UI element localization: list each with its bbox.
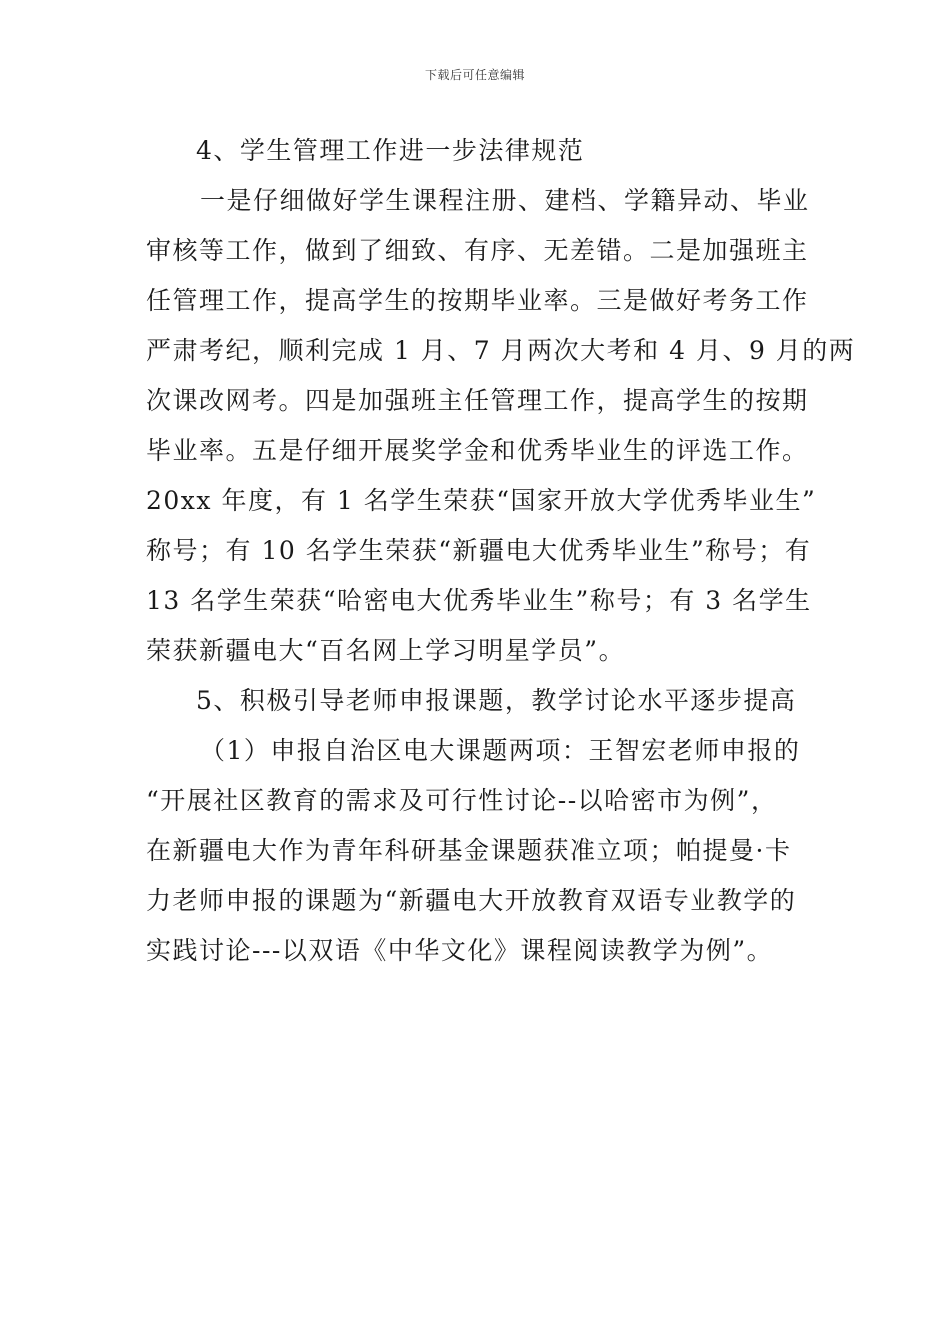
section-heading-research-projects: 5、积极引导老师申报课题，教学讨论水平逐步提高 bbox=[196, 686, 797, 715]
paragraph-line: （1）申报自治区电大课题两项：王智宏老师申报的 bbox=[200, 736, 801, 765]
paragraph-line: 任管理工作，提高学生的按期毕业率。三是做好考务工作 bbox=[146, 286, 809, 315]
paragraph-line: 20xx 年度，有 1 名学生荣获“国家开放大学优秀毕业生” bbox=[146, 486, 817, 515]
paragraph-line: 13 名学生荣获“哈密电大优秀毕业生”称号；有 3 名学生 bbox=[146, 586, 812, 615]
page-header-note: 下载后可任意编辑 bbox=[424, 68, 525, 82]
paragraph-line: 力老师申报的课题为“新疆电大开放教育双语专业教学的 bbox=[146, 886, 797, 915]
paragraph-line: 审核等工作，做到了细致、有序、无差错。二是加强班主 bbox=[146, 236, 809, 265]
paragraph-line: 荣获新疆电大“百名网上学习明星学员”。 bbox=[146, 636, 626, 665]
paragraph-line: 实践讨论---以双语《中华文化》课程阅读教学为例”。 bbox=[146, 936, 774, 965]
paragraph-line: 在新疆电大作为青年科研基金课题获准立项；帕提曼·卡 bbox=[146, 836, 792, 865]
paragraph-line: 严肃考纪，顺利完成 1 月、7 月两次大考和 4 月、9 月的两 bbox=[146, 336, 856, 365]
section-heading-student-management: 4、学生管理工作进一步法律规范 bbox=[196, 136, 585, 165]
paragraph-line: “开展社区教育的需求及可行性讨论--以哈密市为例”， bbox=[146, 786, 778, 815]
paragraph-line: 一是仔细做好学生课程注册、建档、学籍异动、毕业 bbox=[200, 186, 810, 215]
paragraph-line: 次课改网考。四是加强班主任管理工作，提高学生的按期 bbox=[146, 386, 809, 415]
paragraph-line: 毕业率。五是仔细开展奖学金和优秀毕业生的评选工作。 bbox=[146, 436, 809, 465]
paragraph-line: 称号；有 10 名学生荣获“新疆电大优秀毕业生”称号；有 bbox=[146, 536, 812, 565]
